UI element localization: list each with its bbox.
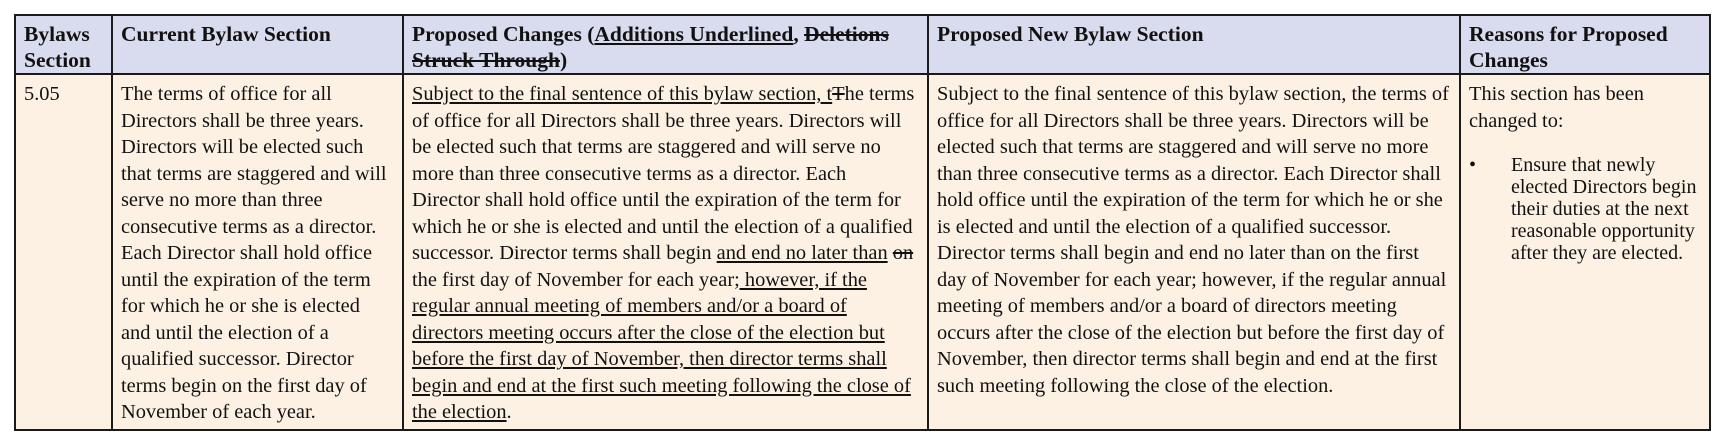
current-bylaw-text: The terms of office for all Directors shall be three years. Directors will be elected such that terms are staggered and will serve no more than three consecutive terms as a director. Each Director shall hold office until the expiration of the term for which he or she is elected and until the election of a qualified successor. Director terms begin on the first day of November of each year. (112, 74, 403, 430)
change-segment: the first day of November for each year (412, 268, 735, 291)
change-segment: and end no later than (716, 242, 888, 264)
proposed-changes-text (403, 74, 928, 430)
change-segment: he terms of office for all Directors shall be three years. Directors will be elected such that terms are staggered and will serve no more than three consecutive terms as a director. Each Director shall hold office until the expiration of the term for which he or she is elected and until the election of a qualified successor. Director terms shall begin (412, 83, 915, 264)
change-segment: ; however, if the regular annual meeting of members and/or a board of directors meeting occurs after the close of the election but before the first day of November, then director terms shall begin and end at the first such meeting following the close of the election (412, 268, 911, 423)
bylaws-amendment-table (14, 14, 1711, 431)
header-reasons-for-changes: Reasons for Proposed Changes (1460, 15, 1710, 74)
reasons-intro: This section has been changed to: (1469, 83, 1644, 132)
header-separator: , (793, 22, 805, 46)
reasons-list (1469, 154, 1701, 264)
table-header-row (15, 15, 1710, 74)
change-segment: . (506, 401, 512, 423)
header-proposed-new-bylaw-section: Proposed New Bylaw Section (928, 15, 1460, 74)
header-additions-underlined: Additions Underlined (594, 22, 794, 46)
header-deletions-struck-through: Deletions Struck Through (412, 22, 889, 72)
reasons-cell (1460, 74, 1710, 430)
header-current-bylaw-section: Current Bylaw Section (112, 15, 403, 74)
section-number-cell: 5.05 (15, 74, 112, 430)
header-proposed-changes-suffix: ) (559, 48, 568, 72)
header-proposed-changes-prefix: Proposed Changes ( (412, 22, 595, 46)
change-segment: on (892, 242, 914, 264)
change-segment: T (832, 83, 845, 105)
list-item (1469, 154, 1701, 264)
bullet-icon: • (1469, 154, 1477, 176)
header-proposed-changes (403, 15, 928, 74)
header-bylaws-section: Bylaws Section (15, 15, 112, 74)
change-segment: Subject to the final sentence of this bylaw section, t (412, 83, 833, 105)
proposed-new-bylaw-text: Subject to the final sentence of this bylaw section, the terms of office for all Directors shall be three years. Directors will be elected such that terms are staggered and will serve no more than three consecutive terms as a director. Each Director shall hold office until the expiration of the term for which he or she is elected and until the election of a qualified successor. Director terms shall begin and end no later than on the first day of November for each year; however, if the regular annual meeting of members and/or a board of directors meeting occurs after the close of the election but before the first day of November, then director terms shall begin and end at the first such meeting following the close of the election. (928, 74, 1460, 430)
table-row (15, 74, 1710, 430)
reason-text: Ensure that newly elected Directors begin their duties at the next reasonable opportunity after they are elected. (1511, 154, 1697, 264)
